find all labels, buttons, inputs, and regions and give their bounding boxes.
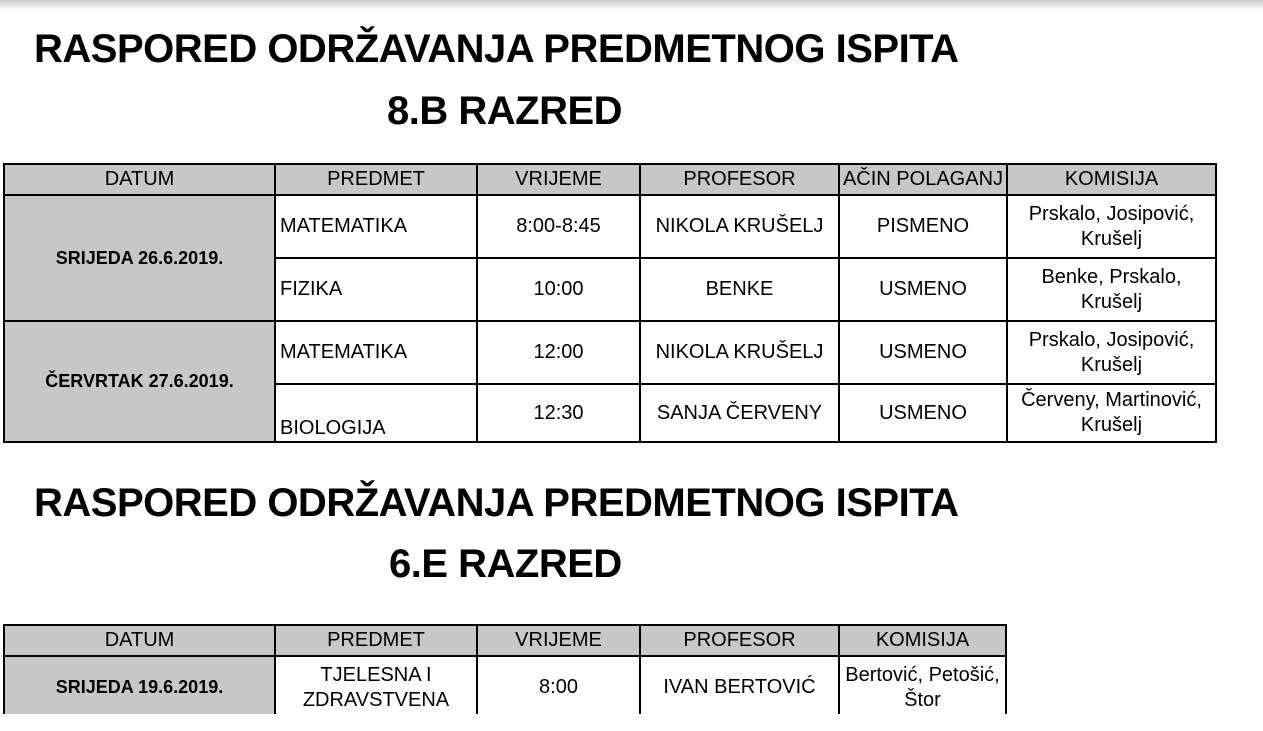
nacin-cell: USMENO [839,384,1007,442]
profesor-cell: BENKE [640,258,839,321]
vrijeme-cell: 8:00-8:45 [477,195,640,258]
table-row [4,321,1216,384]
header-vrijeme: VRIJEME [477,625,640,656]
profesor-cell: IVAN BERTOVIĆ [640,656,839,714]
komisija-cell: Prskalo, Josipović, Krušelj [1007,195,1216,258]
table-header-row [4,164,1216,195]
komisija-cell: Benke, Prskalo, Krušelj [1007,258,1216,321]
header-profesor: PROFESOR [640,164,839,195]
komisija-cell: Červeny, Martinović, Krušelj [1007,384,1216,442]
header-nacin-polaganja: AČIN POLAGANJ [839,164,1007,195]
profesor-cell: NIKOLA KRUŠELJ [640,195,839,258]
header-datum: DATUM [4,625,275,656]
date-cell: SRIJEDA 19.6.2019. [4,656,275,714]
predmet-cell: BIOLOGIJA [275,384,477,442]
vrijeme-cell: 12:30 [477,384,640,442]
predmet-cell: FIZIKA [275,258,477,321]
table-row [4,656,1006,714]
table-row [4,195,1216,258]
header-vrijeme: VRIJEME [477,164,640,195]
predmet-cell: MATEMATIKA [275,195,477,258]
table-header-row [4,625,1006,656]
page-top-shadow [0,0,1263,10]
nacin-cell: PISMENO [839,195,1007,258]
schedule-table-6e [3,624,1007,714]
nacin-cell: USMENO [839,258,1007,321]
header-profesor: PROFESOR [640,625,839,656]
table-6e-viewport [0,622,1263,714]
header-datum: DATUM [4,164,275,195]
vrijeme-cell: 10:00 [477,258,640,321]
predmet-cell: TJELESNA I ZDRAVSTVENA [275,656,477,714]
vrijeme-cell: 12:00 [477,321,640,384]
komisija-cell: Bertović, Petošić, Štor [839,656,1006,714]
header-predmet: PREDMET [275,164,477,195]
header-predmet: PREDMET [275,625,477,656]
predmet-cell: MATEMATIKA [275,321,477,384]
date-cell: SRIJEDA 26.6.2019. [4,195,275,321]
header-komisija: KOMISIJA [1007,164,1216,195]
date-cell: ČERVRTAK 27.6.2019. [4,321,275,442]
header-komisija: KOMISIJA [839,625,1006,656]
section1-title: RASPORED ODRŽAVANJA PREDMETNOG ISPITA [34,27,959,71]
vrijeme-cell: 8:00 [477,656,640,714]
profesor-cell: SANJA ČERVENY [640,384,839,442]
schedule-table-8b [3,163,1217,443]
nacin-cell: USMENO [839,321,1007,384]
section2-class-title: 6.E RAZRED [389,542,622,586]
profesor-cell: NIKOLA KRUŠELJ [640,321,839,384]
section1-class-title: 8.B RAZRED [387,89,623,133]
section2-title: RASPORED ODRŽAVANJA PREDMETNOG ISPITA [34,481,959,525]
komisija-cell: Prskalo, Josipović, Krušelj [1007,321,1216,384]
